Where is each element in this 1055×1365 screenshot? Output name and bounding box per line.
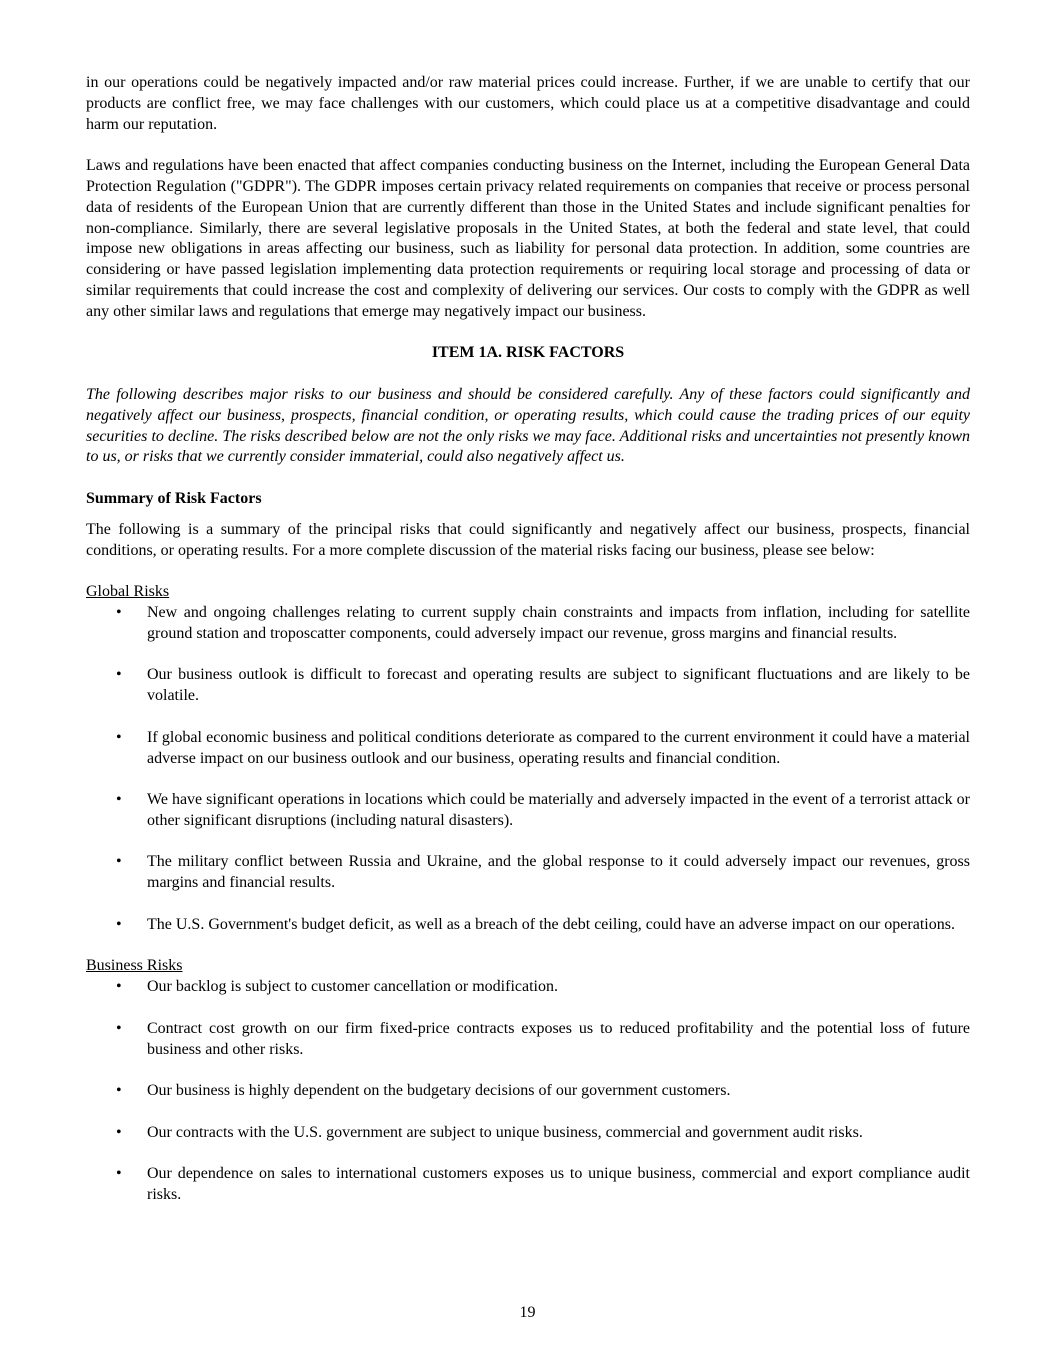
- list-item: [86, 603, 970, 645]
- bullet-icon: •: [116, 1082, 122, 1100]
- bullet-icon: •: [116, 1165, 122, 1183]
- list-item: [86, 665, 970, 707]
- list-item: [86, 728, 970, 770]
- list-item-text: Our business outlook is difficult to forecast and operating results are subject to significant fluctuations and are likely to be volatile.: [147, 666, 970, 705]
- bullet-icon: •: [116, 1019, 122, 1037]
- business-risks-title: Business Risks: [86, 957, 183, 975]
- list-item: [86, 852, 970, 894]
- list-item-text: Our business is highly dependent on the budgetary decisions of our government customers.: [147, 1082, 731, 1100]
- bullet-icon: •: [116, 853, 122, 871]
- list-item: [86, 1019, 970, 1061]
- list-item-text: New and ongoing challenges relating to current supply chain constraints and impacts from inflation, including for satellite ground station and troposcatter components, could adversely impact our revenue, gross margins and financial results.: [147, 603, 970, 642]
- bullet-icon: •: [116, 666, 122, 684]
- bullet-icon: •: [116, 978, 122, 996]
- paragraph-conflict-minerals: in our operations could be negatively impacted and/or raw material prices could increase. Further, if we are unable to certify that our products are conflict free, we may face challenges with our customers, which could place us at a competitive disadvantage and could harm our reputation.: [86, 74, 970, 133]
- global-risks-list: [86, 603, 970, 936]
- list-item: [86, 1081, 970, 1102]
- summary-text: The following is a summary of the principal risks that could significantly and negatively affect our business, prospects, financial conditions, or operating results. For a more complete discussion of the material risks facing our business, please see below:: [86, 520, 970, 559]
- list-item-text: Contract cost growth on our firm fixed-price contracts exposes us to reduced profitability and the potential loss of future business and other risks.: [147, 1019, 970, 1058]
- list-item-text: If global economic business and political conditions deteriorate as compared to the current environment it could have a material adverse impact on our business outlook and our business, operating results and financial condition.: [147, 728, 970, 767]
- list-item: [86, 915, 970, 936]
- bullet-icon: •: [116, 603, 122, 621]
- list-item-text: Our contracts with the U.S. government are subject to unique business, commercial and government audit risks.: [147, 1123, 863, 1141]
- paragraph-gdpr: Laws and regulations have been enacted that affect companies conducting business on the Internet, including the European General Data Protection Regulation ("GDPR"). The GDPR imposes certain privacy related requirements on companies that receive or process personal data of residents of the European Union that are currently different than those in the United States and include significant penalties for non-compliance. Similarly, there are several legislative proposals in the United States, at both the federal and state level, that could impose new obligations in areas affecting our business, such as liability for personal data protection. In addition, some countries are considering or have passed legislation implementing data protection requirements or requiring local storage and processing of data or similar requirements that could increase the cost and complexity of delivering our services. Our costs to comply with the GDPR as well any other similar laws and regulations that emerge may negatively impact our business.: [86, 157, 970, 320]
- risk-factors-intro: The following describes major risks to our business and should be considered carefully. Any of these factors could significantly and negatively affect our business, prospects, financial condition, or operating results, which could cause the trading prices of our equity securities to decline. The risks described below are not the only risks we may face. Additional risks and uncertainties not presently known to us, or risks that we currently consider immaterial, could also negatively affect us.: [86, 385, 970, 466]
- list-item: [86, 977, 970, 998]
- business-risks-list: [86, 977, 970, 1206]
- summary-heading: Summary of Risk Factors: [86, 489, 262, 507]
- bullet-icon: •: [116, 728, 122, 746]
- section-heading: ITEM 1A. RISK FACTORS: [431, 344, 625, 362]
- document-page: [86, 73, 970, 1206]
- page-number: 19: [519, 1304, 536, 1321]
- list-item: [86, 1164, 970, 1206]
- list-item-text: The military conflict between Russia and Ukraine, and the global response to it could adversely impact our revenues, gross margins and financial results.: [147, 853, 970, 892]
- list-item: [86, 790, 970, 832]
- list-item-text: Our backlog is subject to customer cancellation or modification.: [147, 978, 558, 996]
- bullet-icon: •: [116, 915, 122, 933]
- list-item-text: Our dependence on sales to international customers exposes us to unique business, commercial and export compliance audit risks.: [147, 1165, 970, 1204]
- global-risks-title: Global Risks: [86, 583, 170, 601]
- bullet-icon: •: [116, 791, 122, 809]
- bullet-icon: •: [116, 1123, 122, 1141]
- list-item: [86, 1123, 970, 1144]
- list-item-text: The U.S. Government's budget deficit, as well as a breach of the debt ceiling, could have an adverse impact on our operations.: [147, 915, 955, 933]
- list-item-text: We have significant operations in locations which could be materially and adversely impacted in the event of a terrorist attack or other significant disruptions (including natural disasters).: [147, 791, 970, 829]
